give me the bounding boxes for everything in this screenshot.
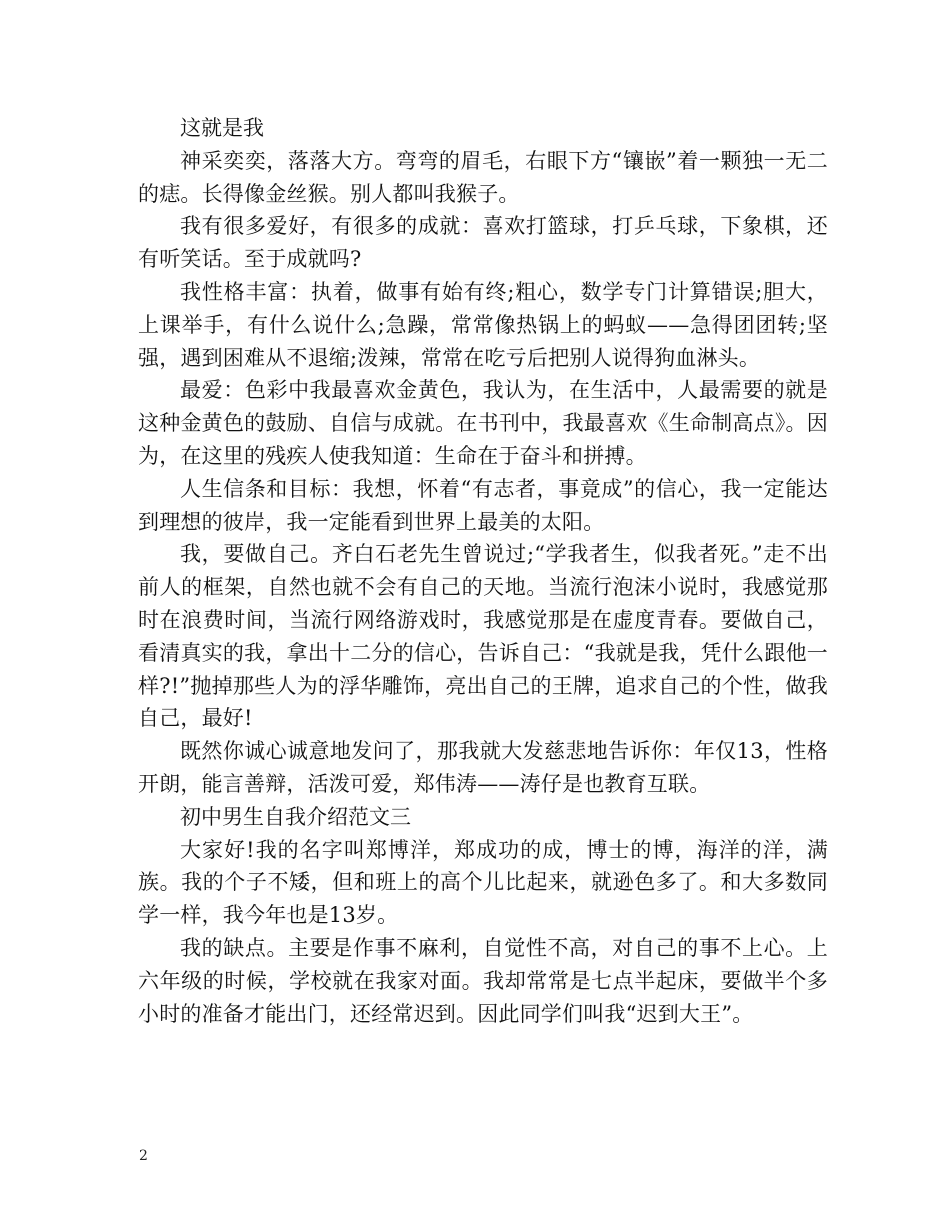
paragraph-introduction: 大家好!我的名字叫郑博洋，郑成功的成，博士的博，海洋的洋，满族。我的个子不矮，但和班上的高个儿比起来，就逊色多了。和大多数同学一样，我今年也是13岁。 xyxy=(138,837,828,928)
document-body xyxy=(138,112,828,1030)
paragraph-conclusion: 既然你诚心诚意地发问了，那我就大发慈悲地告诉你：年仅13，性格开朗，能言善辩，活泼可爱，郑伟涛——涛仔是也教育互联。 xyxy=(138,739,828,796)
paragraph-personality: 我性格丰富：执着，做事有始有终;粗心，数学专门计算错误;胆大，上课举手，有什么说什么;急躁，常常像热锅上的蚂蚁——急得团团转;坚强，遇到困难从不退缩;泼辣，常常在吃亏后把别人说得狗血淋头。 xyxy=(138,279,828,370)
paragraph-motto: 人生信条和目标：我想，怀着“有志者，事竟成”的信心，我一定能达到理想的彼岸，我一定能看到世界上最美的太阳。 xyxy=(138,476,828,534)
page-number: 2 xyxy=(139,1148,148,1164)
paragraph-favorites: 最爱：色彩中我最喜欢金黄色，我认为，在生活中，人最需要的就是这种金黄色的鼓励、自信与成就。在书刊中，我最喜欢《生命制高点》。因为，在这里的残疾人使我知道：生命在于奋斗和拼搏。 xyxy=(138,378,828,468)
section-heading: 初中男生自我介绍范文三 xyxy=(180,804,411,829)
paragraph-hobbies: 我有很多爱好，有很多的成就：喜欢打篮球，打乒乓球，下象棋，还有听笑话。至于成就吗? xyxy=(138,214,828,272)
essay-title: 这就是我 xyxy=(180,116,264,140)
paragraph-be-myself: 我，要做自己。齐白石老先生曾说过;“学我者生，似我者死。”走不出前人的框架，自然也就不会有自己的天地。当流行泡沫小说时，我感觉那时在浪费时间，当流行网络游戏时，我感觉那是在虚度青春。要做自己，看清真实的我，拿出十二分的信心，告诉自己：“我就是我，凭什么跟他一样?!”抛掉那些人为的浮华雕饰，亮出自己的王牌，追求自己的个性，做我自己，最好! xyxy=(138,542,828,731)
paragraph-shortcomings: 我的缺点。主要是作事不麻利，自觉性不高，对自己的事不上心。上六年级的时候，学校就在我家对面。我却常常是七点半起床，要做半个多小时的准备才能出门，还经常迟到。因此同学们叫我“迟到大王”。 xyxy=(138,935,828,1026)
paragraph-appearance: 神采奕奕，落落大方。弯弯的眉毛，右眼下方“镶嵌”着一颗独一无二的痣。长得像金丝猴。别人都叫我猴子。 xyxy=(138,148,828,206)
